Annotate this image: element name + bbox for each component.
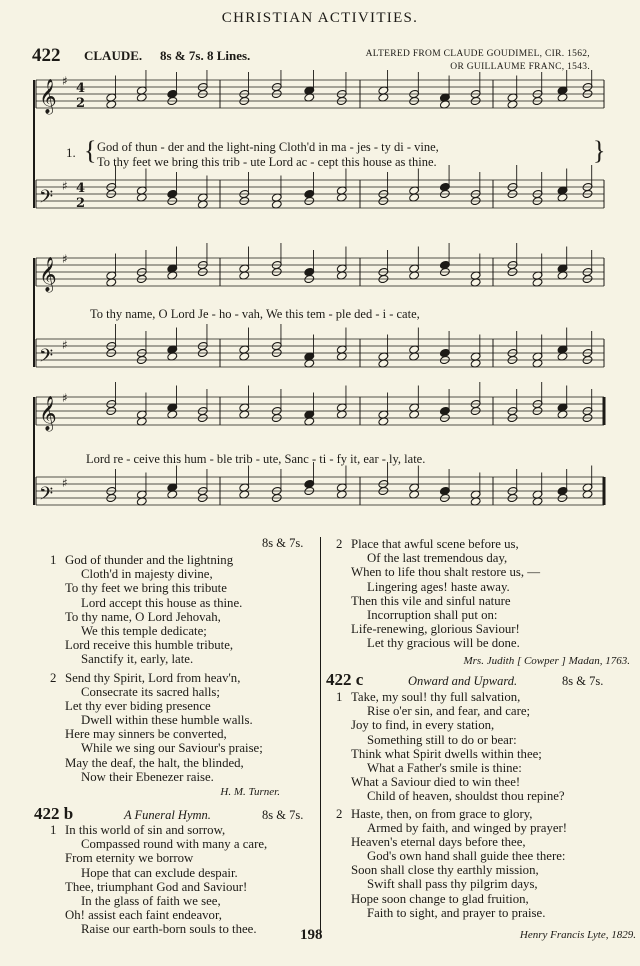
poem-text: Life-renewing, glorious Saviour! [351, 622, 520, 637]
poem-text: Armed by faith, and winged by prayer! [367, 820, 568, 835]
poem-line [336, 580, 626, 594]
tune-name: CLAUDE. [84, 48, 143, 63]
poem-line [50, 610, 320, 624]
poem-line [336, 747, 636, 761]
bass-clef-icon: 𝄢 [39, 484, 54, 509]
lyric-text: Lord re - ceive this hum - ble trib - ute, Sanc - ti - fy it, ear - ly, late. [86, 452, 426, 466]
poem-text: Raise our earth-born souls to thee. [81, 922, 257, 937]
stanza-number: 2 [336, 537, 343, 551]
poem-text: In this world of sin and sorrow, [65, 823, 226, 837]
poem-line [336, 821, 636, 835]
sharp-icon: ♯ [62, 74, 68, 88]
hymn-number: 422 [32, 45, 61, 66]
stanza-number: 1 [50, 553, 57, 567]
poem-line [50, 624, 320, 638]
author-credit: Mrs. Judith [ Cowper ] Madan, 1763. [463, 655, 630, 667]
poem-text: Let thy ever biding presence [65, 698, 211, 713]
poem-line [336, 835, 636, 849]
bass-clef-icon: 𝄢 [39, 187, 54, 212]
poem-text: What a Father's smile is thine: [367, 760, 522, 775]
poem-line [336, 906, 636, 920]
poem-text: Haste, then, on from grace to glory, [351, 806, 533, 821]
poem-text: When to life thou shalt restore us, — [351, 565, 541, 580]
sharp-icon: ♯ [62, 338, 68, 352]
stanza-number: 1. [66, 145, 76, 160]
poem-line [50, 866, 320, 880]
poem-line [336, 789, 636, 803]
author-credit: H. M. Turner. [220, 786, 280, 798]
poem-text: Oh! assist each faint endeavor, [65, 908, 222, 923]
stanza-number: 1 [50, 823, 57, 837]
stanza-number: 2 [50, 670, 57, 685]
lyric-text: God of thun - der and the light-ning Cloth'd in ma - jes - ty di - vine, [97, 140, 439, 154]
poem-text: Here may sinners be converted, [65, 727, 227, 742]
brace-left: { [84, 136, 97, 165]
hymn-meter: 8s & 7s. 8 Lines. [160, 48, 251, 63]
poem-text: Think what Spirit dwells within thee; [351, 746, 542, 761]
poem-line [50, 727, 320, 741]
poem-line [50, 652, 320, 666]
poem-line [50, 567, 320, 581]
poem-text: May the deaf, the halt, the blinded, [65, 755, 244, 770]
poem-text: Send thy Spirit, Lord from heav'n, [65, 670, 241, 685]
poem-text: To thy name, O Lord Jehovah, [65, 609, 221, 624]
poem-422 [50, 553, 320, 784]
poem-line [50, 581, 320, 595]
poem-422b-stanza2 [336, 537, 626, 651]
poem-text: Dwell within these humble walls. [81, 713, 253, 728]
hymn-title: Onward and Upward. [408, 674, 518, 688]
treble-clef-icon: 𝄞 [39, 257, 57, 292]
hymn-number: 422 c [326, 670, 364, 689]
poem-text: Joy to find, in every station, [351, 718, 495, 733]
notes [106, 70, 593, 506]
poem-text: Of the last tremendous day, [367, 551, 508, 566]
poem-text: Lord receive this humble tribute, [65, 638, 234, 653]
poem-text: Cloth'd in majesty divine, [81, 567, 213, 582]
poem-text: Consecrate its sacred halls; [81, 684, 220, 699]
lyric-line [86, 452, 425, 467]
text-meter: 8s & 7s. [262, 536, 304, 550]
poem-text: To thy feet we bring this tribute [65, 581, 227, 596]
poem-line [336, 594, 626, 608]
poem-line [336, 863, 636, 877]
time-signature: 2 [76, 96, 86, 111]
page-header: CHRISTIAN ACTIVITIES. [221, 10, 419, 26]
poem-text: In the glass of faith we see, [81, 893, 221, 908]
poem-text: Something still to do or bear: [367, 732, 517, 747]
treble-clef-icon: 𝄞 [39, 79, 57, 114]
poem-line [336, 761, 636, 775]
poem-line [50, 908, 320, 922]
column-divider [320, 537, 321, 935]
poem-text: God's own hand shall guide thee there: [367, 849, 566, 864]
page-number: 198 [300, 927, 323, 943]
poem-422c [336, 690, 636, 920]
poem-text: Now their Ebenezer raise. [81, 769, 214, 784]
poem-text: God of thunder and the lightning [65, 553, 234, 567]
poem-line [50, 823, 320, 837]
poem-text: Child of heaven, shouldst thou repine? [367, 789, 565, 804]
poem-text: Thee, triumphant God and Saviour! [65, 879, 248, 894]
poem-line [336, 622, 626, 636]
hymn-meter: 8s & 7s. [562, 674, 604, 688]
poem-text: Swift shall pass thy pilgrim days, [367, 877, 538, 892]
attribution-line: ALTERED FROM CLAUDE GOUDIMEL, CIR. 1562, [365, 49, 590, 59]
time-signature: 4 [76, 81, 86, 96]
brace-right: } [593, 136, 606, 165]
lyric-text: To thy feet we bring this trib - ute Lord ac - cept this house as thine. [97, 155, 437, 169]
poem-line [50, 837, 320, 851]
sharp-icon: ♯ [62, 391, 68, 405]
author-credit: Henry Francis Lyte, 1829. [519, 929, 636, 941]
poem-line [336, 704, 636, 718]
poem-line [50, 685, 320, 699]
poem-line [336, 807, 636, 821]
bass-clef-icon: 𝄢 [39, 346, 54, 371]
poem-line [50, 553, 320, 567]
poem-line [336, 608, 626, 622]
poem-line [336, 892, 636, 906]
poem-text: We this temple dedicate; [81, 623, 207, 638]
poem-line [50, 851, 320, 865]
attribution-line: OR GUILLAUME FRANC, 1543. [450, 62, 590, 72]
time-signature: 2 [76, 196, 86, 211]
hymn-number: 422 b [34, 804, 74, 823]
poem-line [336, 537, 626, 551]
treble-clef-icon: 𝄞 [39, 396, 57, 431]
poem-text: Soon shall close thy earthly mission, [351, 863, 539, 878]
sharp-icon: ♯ [62, 252, 68, 266]
poem-text: Lingering ages! haste away. [367, 579, 510, 594]
poem-422b [50, 823, 320, 937]
lyric-line [97, 155, 587, 170]
poem-text: Compassed round with many a care, [81, 837, 268, 852]
stanza-number: 2 [336, 806, 343, 821]
poem-text: Hope that can exclude despair. [81, 865, 238, 880]
sharp-icon: ♯ [62, 179, 68, 193]
poem-line [336, 718, 636, 732]
poem-line [50, 713, 320, 727]
poem-text: Sanctify it, early, late. [81, 652, 194, 667]
poem-text: Lord accept this house as thine. [81, 595, 243, 610]
poem-line [50, 671, 320, 685]
poem-line [336, 636, 626, 650]
poem-text: From eternity we borrow [65, 851, 194, 866]
poem-text: Hope soon change to glad fruition, [351, 891, 529, 906]
poem-line [50, 880, 320, 894]
poem-text: Let thy gracious will be done. [367, 636, 520, 651]
lyric-line [90, 307, 420, 322]
poem-line [336, 551, 626, 565]
hymn-title: A Funeral Hymn. [124, 808, 211, 822]
poem-line [336, 877, 636, 891]
poem-line [50, 741, 320, 755]
poem-text: Faith to sight, and prayer to praise. [367, 905, 546, 920]
stanza-number: 1 [336, 690, 343, 704]
poem-text: Incorruption shall put on: [367, 607, 498, 622]
poem-line [336, 690, 636, 704]
poem-line [336, 565, 626, 579]
poem-text: Place that awful scene before us, [351, 537, 519, 551]
sharp-icon: ♯ [62, 476, 68, 490]
hymn-meter: 8s & 7s. [262, 808, 304, 822]
poem-text: Rise o'er sin, and fear, and care; [367, 704, 531, 719]
poem-line [50, 596, 320, 610]
poem-line [50, 756, 320, 770]
poem-line [50, 638, 320, 652]
poem-text: Then this vile and sinful nature [351, 593, 511, 608]
poem-text: Take, my soul! thy full salvation, [351, 690, 521, 704]
poem-line [50, 922, 320, 936]
time-signature: 4 [76, 181, 86, 196]
poem-text: Heaven's eternal days before thee, [351, 834, 526, 849]
poem-line [336, 775, 636, 789]
poem-text: While we sing our Saviour's praise; [81, 741, 263, 756]
poem-line [50, 699, 320, 713]
poem-line [336, 849, 636, 863]
poem-text: What a Saviour died to win thee! [351, 775, 521, 790]
poem-line [50, 894, 320, 908]
lyric-line [97, 140, 587, 155]
lyric-text: To thy name, O Lord Je - ho - vah, We this tem - ple ded - i - cate, [90, 307, 420, 321]
poem-line [336, 733, 636, 747]
poem-line [50, 770, 320, 784]
